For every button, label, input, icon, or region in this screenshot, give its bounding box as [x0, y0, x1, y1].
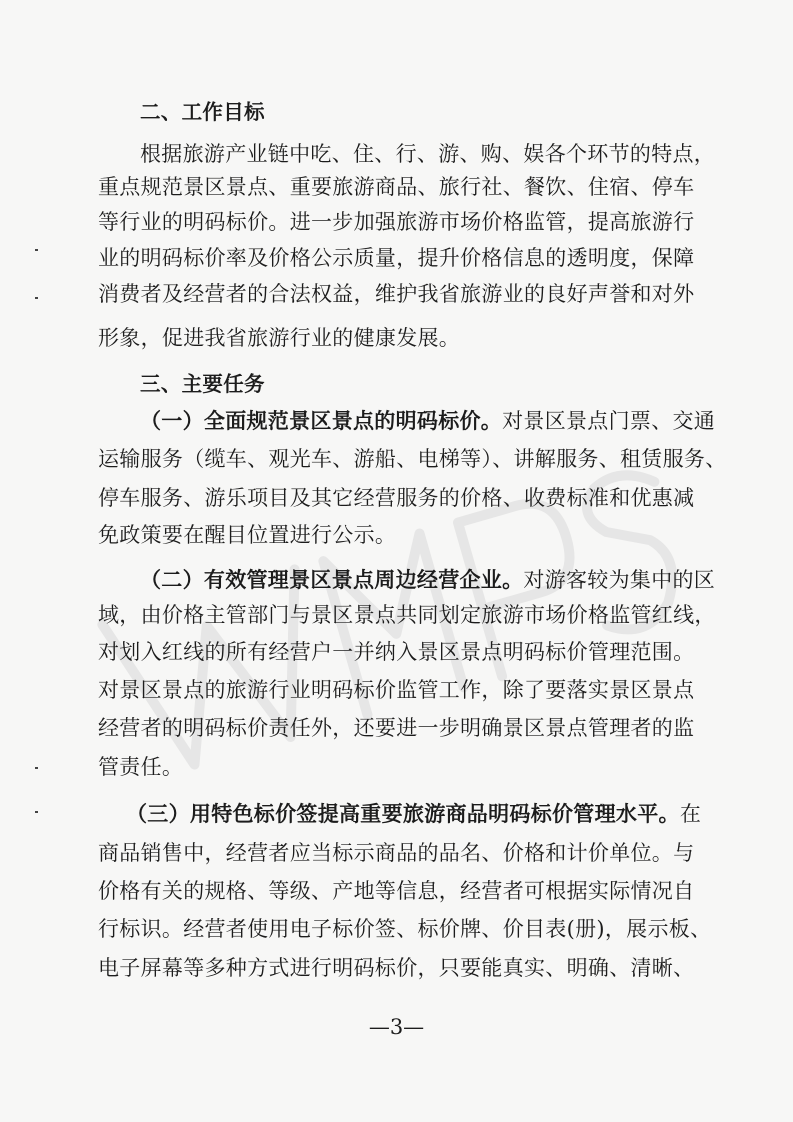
item-title: （一）全面规范景区景点的明码标价。 — [140, 408, 503, 433]
paragraph-line: 电子屏幕等多种方式进行明码标价，只要能真实、明确、清晰、 — [98, 956, 695, 980]
item-text: 在 — [679, 802, 702, 826]
paragraph-line: 对划入红线的所有经营户一并纳入景区景点明码标价管理范围。 — [98, 640, 695, 664]
paragraph-line: 业的明码标价率及价格公示质量，提升价格信息的透明度，保障 — [98, 246, 695, 270]
paragraph-line: 价格有关的规格、等级、产地等信息，经营者可根据实际情况自 — [98, 879, 695, 903]
section-heading: 二、工作目标 — [140, 100, 265, 124]
paragraph-line: 行标识。经营者使用电子标价签、标价牌、价目表(册)，展示板、 — [98, 917, 712, 941]
paragraph-line: 域，由价格主管部门与景区景点共同划定旅游市场价格监管红线， — [98, 603, 716, 627]
section-heading: 三、主要任务 — [140, 372, 265, 396]
paragraph-line: 消费者及经营者的合法权益，维护我省旅游业的良好声誉和对外 — [98, 282, 695, 306]
paragraph-line: 管责任。 — [98, 755, 184, 779]
item-title: （二）有效管理景区景点周边经营企业。 — [140, 567, 524, 592]
paragraph-line: 运输服务（缆车、观光车、游船、电梯等）、讲解服务、租赁服务、 — [98, 447, 727, 471]
paragraph-line: 重点规范景区景点、重要旅游商品、旅行社、餐饮、住宿、停车 — [98, 175, 695, 199]
paragraph-line: 停车服务、游乐项目及其它经营服务的价格、收费标准和优惠减 — [98, 486, 695, 510]
item-title: （三）用特色标价签提高重要旅游商品明码标价管理水平。 — [126, 801, 680, 826]
paragraph-line: 等行业的明码标价。进一步加强旅游市场价格监管，提高旅游行 — [98, 210, 695, 234]
scan-mark — [35, 767, 38, 769]
paragraph-line: 经营者的明码标价责任外，还要进一步明确景区景点管理者的监 — [98, 716, 695, 740]
paragraph-line: 免政策要在醒目位置进行公示。 — [98, 523, 397, 547]
paragraph-line: 形象，促进我省旅游行业的健康发展。 — [98, 326, 461, 350]
scan-mark — [35, 297, 38, 299]
page-number: —3— — [368, 1015, 425, 1039]
item-first-line — [126, 798, 746, 830]
paragraph-line: 对景区景点的旅游行业明码标价监管工作，除了要落实景区景点 — [98, 678, 695, 702]
paragraph-line: 根据旅游产业链中吃、住、行、游、购、娱各个环节的特点， — [140, 142, 716, 166]
scan-mark — [35, 811, 38, 813]
paragraph-line: 商品销售中，经营者应当标示商品的品名、价格和计价单位。与 — [98, 841, 695, 865]
item-first-line — [140, 564, 760, 596]
item-text: 对景区景点门票、交通 — [502, 409, 716, 433]
item-first-line — [140, 405, 760, 437]
item-text: 对游客较为集中的区 — [523, 568, 716, 592]
scan-mark — [35, 249, 38, 251]
